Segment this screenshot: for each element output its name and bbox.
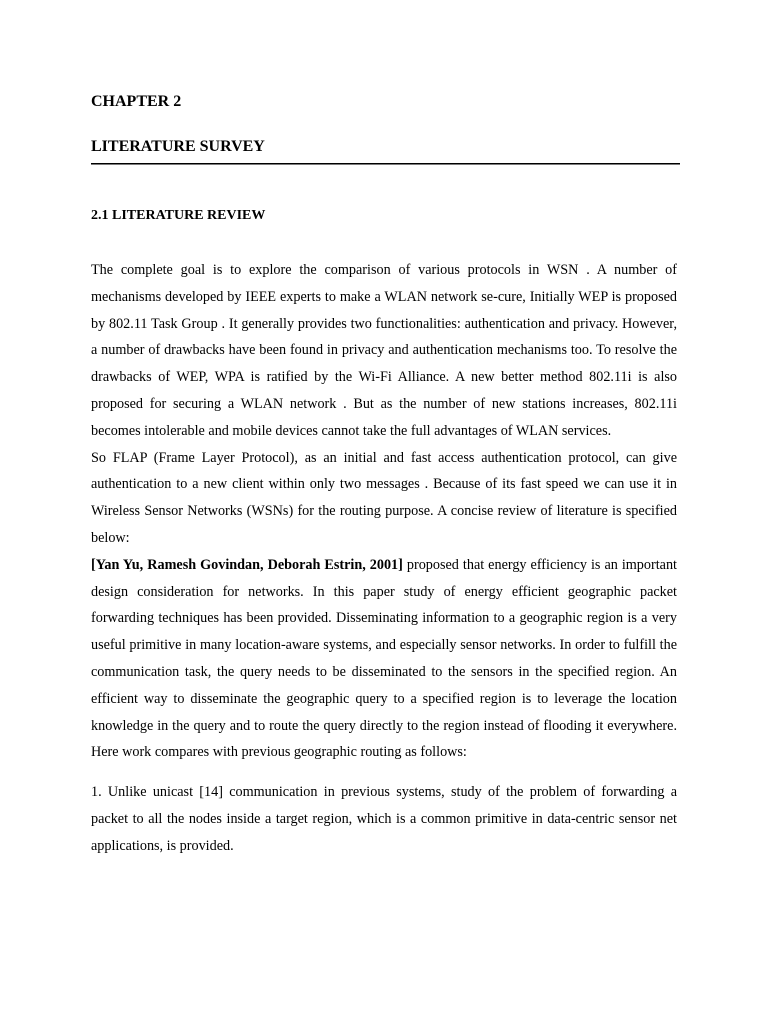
chapter-number: CHAPTER 2 xyxy=(91,93,182,110)
citation: [Yan Yu, Ramesh Govindan, Deborah Estrin, 2001] xyxy=(91,556,403,573)
list-item-1: 1. Unlike unicast [14] communication in previous systems, study of the problem of forwarding a packet to all the nodes inside a target region, which is a common primitive in data-centric sensor net applications, is provided. xyxy=(91,784,677,854)
paragraph-yan-yu-text: proposed that energy efficiency is an important design consideration for networks. In this paper study of energy efficient geographic packet forwarding techniques has been provided. Disseminating information to a geographic region is a very useful primitive in many location-aware systems, and especially sensor networks. In order to fulfill the communication task, the query needs to be disseminated to the sensors in the specified region. An efficient way to disseminate the geographic query to a specified region is to leverage the location knowledge in the query and to route the query directly to the region instead of flooding it everywhere. Here work compares with previous geographic routing as follows: xyxy=(91,556,677,761)
paragraph-flap: So FLAP (Frame Layer Protocol), as an initial and fast access authentication protocol, can give authentication to a new client within only two messages . Because of its fast speed we can use it in Wireless Sensor Networks (WSNs) for the routing purpose. A concise review of literature is specified below: xyxy=(91,449,677,546)
chapter-title: LITERATURE SURVEY xyxy=(91,138,265,155)
section-heading: 2.1 LITERATURE REVIEW xyxy=(91,208,266,223)
paragraph-yan-yu xyxy=(91,552,677,766)
body-text xyxy=(91,257,677,860)
heading-divider xyxy=(91,163,680,165)
paragraph-intro: The complete goal is to explore the comparison of various protocols in WSN . A number of mechanisms developed by IEEE experts to make a WLAN network se-cure, Initially WEP is proposed by 802.11 Task Group . It generally provides two functionalities: authentication and privacy. However, a number of drawbacks have been found in privacy and authentication mechanisms too. To resolve the drawbacks of WEP, WPA is ratified by the Wi-Fi Alliance. A new better method 802.11i is also proposed for securing a WLAN network . But as the number of new stations increases, 802.11i becomes intolerable and mobile devices cannot take the full advantages of WLAN services. xyxy=(91,262,677,439)
